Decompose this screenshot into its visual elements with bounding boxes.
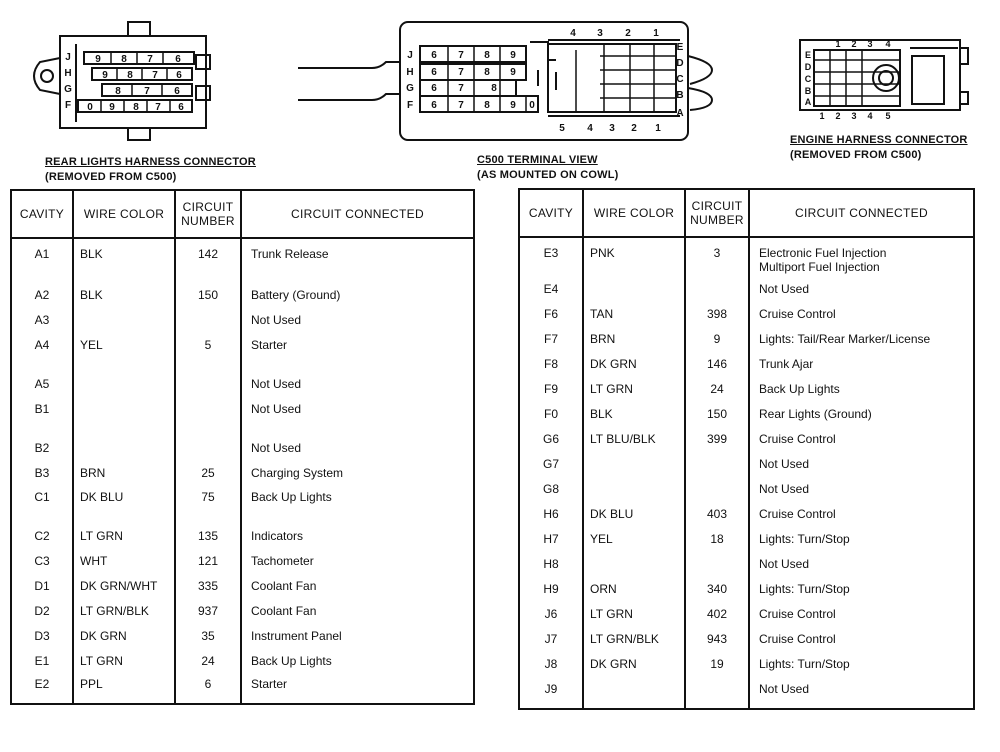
table-row [11, 677, 474, 704]
circuit-connected-cell: Coolant Fan [251, 579, 317, 593]
table-row [11, 579, 474, 604]
circuit-connected-cell: Back Up Lights [251, 654, 332, 668]
cavity-cell: F8 [519, 357, 583, 382]
c500-top-numbers [570, 28, 659, 39]
wire-color-cell: YEL [583, 532, 685, 557]
svg-text:J: J [65, 52, 71, 63]
wire-color-cell [583, 557, 685, 582]
table-row [11, 629, 474, 654]
cavity-cell: J6 [519, 607, 583, 632]
table-header-row [11, 190, 474, 238]
svg-text:A: A [804, 97, 812, 107]
circuit-connected-header: CIRCUIT CONNECTED [749, 189, 974, 237]
cavity-header: CAVITY [11, 190, 73, 238]
svg-text:6: 6 [431, 83, 437, 94]
wire-color-cell: LT GRN [73, 654, 175, 677]
circuit-connected-cell [749, 246, 974, 282]
svg-text:7: 7 [147, 54, 153, 65]
wire-color-cell [583, 457, 685, 482]
table-row [519, 682, 974, 709]
table-row [519, 532, 974, 557]
svg-text:F: F [406, 100, 414, 111]
circuit-number-cell: 19 [685, 657, 749, 682]
table-row [11, 441, 474, 466]
svg-text:6: 6 [431, 50, 437, 61]
svg-text:4: 4 [587, 123, 593, 134]
wire-color-cell [583, 682, 685, 709]
wire-color-cell: DK BLU [583, 507, 685, 532]
svg-text:7: 7 [458, 83, 464, 94]
svg-text:B: B [804, 86, 812, 96]
spacer-cell [583, 237, 685, 246]
circuit-connected-cell: Lights: Turn/Stop [759, 657, 850, 671]
svg-text:3: 3 [867, 39, 873, 49]
table-spacer-row [11, 238, 474, 247]
circuit-number-header: CIRCUIT NUMBER [175, 190, 241, 238]
table-row [11, 402, 474, 441]
circuit-number-cell: 937 [175, 604, 241, 629]
svg-text:G: G [64, 84, 72, 95]
c500-terminal-drawing [298, 22, 712, 140]
circuit-number-cell [175, 377, 241, 402]
circuit-number-cell: 24 [685, 382, 749, 407]
circuit-connected-line: Electronic Fuel Injection [759, 246, 887, 260]
cavity-cell: D3 [11, 629, 73, 654]
circuit-connected-cell: Battery (Ground) [251, 288, 341, 302]
circuit-connected-header: CIRCUIT CONNECTED [241, 190, 474, 238]
circuit-connected-cell: Lights: Tail/Rear Marker/License [759, 332, 931, 346]
table-row [519, 432, 974, 457]
c500-title: C500 TERMINAL VIEW [477, 154, 598, 166]
table-row [519, 482, 974, 507]
wire-color-cell: LT BLU/BLK [583, 432, 685, 457]
circuit-number-cell [175, 402, 241, 441]
spacer-cell [685, 237, 749, 246]
circuit-number-cell: 398 [685, 307, 749, 332]
circuit-connected-cell: Cruise Control [759, 307, 836, 321]
svg-text:2: 2 [835, 111, 841, 121]
circuit-number-cell: 6 [175, 677, 241, 704]
svg-text:0: 0 [529, 100, 535, 111]
svg-text:3: 3 [851, 111, 857, 121]
svg-text:2: 2 [625, 28, 631, 39]
svg-text:E: E [804, 50, 812, 60]
cavity-cell: F9 [519, 382, 583, 407]
cavity-cell: D2 [11, 604, 73, 629]
circuit-number-cell: 24 [175, 654, 241, 677]
circuit-number-cell: 943 [685, 632, 749, 657]
wire-color-cell: PNK [583, 246, 685, 282]
circuit-connected-cell: Instrument Panel [251, 629, 342, 643]
engine-connector-caption [790, 133, 968, 163]
circuit-connected-cell: Coolant Fan [251, 604, 317, 618]
cavity-cell: G8 [519, 482, 583, 507]
rear-connector-drawing [34, 22, 210, 140]
circuit-connected-cell: Trunk Release [251, 247, 329, 261]
circuit-connected-cell: Not Used [251, 402, 302, 416]
wire-color-cell [583, 482, 685, 507]
wire-color-header: WIRE COLOR [583, 189, 685, 237]
wire-color-cell: LT GRN/BLK [73, 604, 175, 629]
table-spacer-row [519, 237, 974, 246]
engine-connector-letters [805, 50, 812, 107]
svg-text:9: 9 [510, 100, 516, 111]
spacer-cell [11, 238, 73, 247]
svg-text:6: 6 [174, 86, 180, 97]
circuit-number-cell: 121 [175, 554, 241, 579]
svg-text:6: 6 [431, 67, 437, 78]
table-row [519, 407, 974, 432]
circuit-connected-cell: Starter [251, 338, 288, 352]
circuit-number-cell: 3 [685, 246, 749, 282]
svg-text:4: 4 [570, 28, 576, 39]
svg-text:1: 1 [835, 39, 841, 49]
wire-color-header: WIRE COLOR [73, 190, 175, 238]
table-row [519, 607, 974, 632]
cavity-cell: B1 [11, 402, 73, 441]
cavity-cell: E1 [11, 654, 73, 677]
circuit-number-cell [175, 441, 241, 466]
svg-text:7: 7 [144, 86, 150, 97]
circuit-number-cell [685, 282, 749, 307]
circuit-connected-cell: Lights: Turn/Stop [759, 532, 850, 546]
cavity-cell: E3 [519, 246, 583, 282]
wire-color-cell: LT GRN [73, 529, 175, 554]
wire-color-cell: YEL [73, 338, 175, 377]
rear-connector-subtitle: (REMOVED FROM C500) [45, 171, 177, 183]
svg-text:E: E [676, 42, 684, 53]
cavity-cell: A2 [11, 288, 73, 313]
engine-bottom-numbers [819, 111, 890, 121]
cavity-cell: D1 [11, 579, 73, 604]
table-row [519, 332, 974, 357]
spacer-cell [749, 237, 974, 246]
c500-right-letters [676, 42, 683, 119]
wire-color-cell: PPL [73, 677, 175, 704]
engine-harness-wiring-table [518, 188, 975, 710]
circuit-connected-cell: Rear Lights (Ground) [759, 407, 872, 421]
table-row [11, 247, 474, 288]
table-row [11, 466, 474, 490]
svg-text:A: A [676, 108, 684, 119]
wire-color-cell: DK GRN [583, 357, 685, 382]
svg-text:7: 7 [155, 102, 161, 113]
rear-connector-title: REAR LIGHTS HARNESS CONNECTOR [45, 156, 256, 168]
cavity-cell: E4 [519, 282, 583, 307]
c500-bottom-numbers [559, 123, 661, 134]
svg-text:4: 4 [867, 111, 873, 121]
circuit-number-cell [685, 482, 749, 507]
circuit-connected-cell: Not Used [759, 557, 810, 571]
svg-text:3: 3 [597, 28, 603, 39]
wire-color-cell: TAN [583, 307, 685, 332]
circuit-number-cell: 150 [175, 288, 241, 313]
table-row [519, 282, 974, 307]
cavity-cell: H9 [519, 582, 583, 607]
svg-text:6: 6 [175, 54, 181, 65]
cavity-cell: A1 [11, 247, 73, 288]
cavity-cell: B2 [11, 441, 73, 466]
circuit-number-cell: 399 [685, 432, 749, 457]
circuit-connected-cell: Back Up Lights [251, 490, 332, 504]
cavity-cell: J8 [519, 657, 583, 682]
svg-text:9: 9 [109, 102, 115, 113]
svg-text:8: 8 [121, 54, 127, 65]
svg-text:2: 2 [851, 39, 857, 49]
svg-text:7: 7 [458, 100, 464, 111]
circuit-number-cell: 135 [175, 529, 241, 554]
table-row [11, 604, 474, 629]
c500-caption [477, 153, 618, 183]
cavity-cell: A5 [11, 377, 73, 402]
table-row [519, 507, 974, 532]
circuit-number-cell [175, 313, 241, 338]
table-row [519, 657, 974, 682]
table-row [519, 557, 974, 582]
svg-text:8: 8 [127, 70, 133, 81]
cavity-cell: C3 [11, 554, 73, 579]
wire-color-cell: LT GRN [583, 607, 685, 632]
svg-text:7: 7 [458, 50, 464, 61]
spacer-cell [241, 238, 474, 247]
cavity-header: CAVITY [519, 189, 583, 237]
svg-text:H: H [406, 67, 414, 78]
table-row [11, 490, 474, 529]
circuit-connected-cell: Lights: Turn/Stop [759, 582, 850, 596]
table-row [519, 457, 974, 482]
svg-text:C: C [804, 74, 812, 84]
table-row [519, 382, 974, 407]
circuit-number-cell [685, 682, 749, 709]
rear-lights-wiring-table [10, 189, 475, 705]
table-row [519, 246, 974, 282]
svg-text:8: 8 [484, 50, 490, 61]
svg-text:8: 8 [491, 83, 497, 94]
table-row [11, 554, 474, 579]
svg-text:2: 2 [631, 123, 637, 134]
svg-text:6: 6 [178, 102, 184, 113]
wire-color-cell: DK GRN/WHT [73, 579, 175, 604]
wire-color-cell [73, 377, 175, 402]
rear-connector-letters [64, 52, 72, 111]
svg-text:F: F [64, 100, 72, 111]
svg-text:9: 9 [95, 54, 101, 65]
wire-color-cell: BRN [583, 332, 685, 357]
svg-text:6: 6 [176, 70, 182, 81]
cavity-cell: C1 [11, 490, 73, 529]
cavity-cell: H6 [519, 507, 583, 532]
wire-color-cell: WHT [73, 554, 175, 579]
cavity-cell: J9 [519, 682, 583, 709]
circuit-connected-cell: Charging System [251, 466, 344, 480]
circuit-connected-cell: Not Used [759, 682, 810, 696]
circuit-number-cell: 75 [175, 490, 241, 529]
circuit-connected-line: Multiport Fuel Injection [759, 260, 880, 274]
engine-connector-subtitle: (REMOVED FROM C500) [790, 149, 922, 161]
circuit-number-header: CIRCUIT NUMBER [685, 189, 749, 237]
spacer-cell [73, 238, 175, 247]
circuit-number-cell: 142 [175, 247, 241, 288]
cavity-cell: A3 [11, 313, 73, 338]
table-row [11, 338, 474, 377]
svg-text:5: 5 [559, 123, 565, 134]
spacer-cell [175, 238, 241, 247]
engine-harness-table-body [519, 237, 974, 709]
circuit-number-cell: 18 [685, 532, 749, 557]
circuit-connected-cell: Not Used [251, 313, 302, 327]
svg-text:1: 1 [655, 123, 661, 134]
svg-text:B: B [676, 90, 684, 101]
cavity-cell: F0 [519, 407, 583, 432]
engine-connector-drawing [800, 40, 968, 110]
table-row [519, 357, 974, 382]
svg-text:D: D [804, 62, 812, 72]
circuit-connected-cell: Cruise Control [759, 607, 836, 621]
circuit-connected-cell: Not Used [759, 457, 810, 471]
circuit-number-cell [685, 557, 749, 582]
svg-text:C: C [676, 74, 684, 85]
table-row [519, 632, 974, 657]
wire-color-cell: BLK [583, 407, 685, 432]
cavity-cell: J7 [519, 632, 583, 657]
svg-text:0: 0 [87, 102, 93, 113]
rear-connector-caption [45, 155, 256, 185]
svg-text:8: 8 [133, 102, 139, 113]
svg-text:1: 1 [653, 28, 659, 39]
table-row [11, 529, 474, 554]
rear-lights-table-body [11, 238, 474, 704]
circuit-connected-cell: Cruise Control [759, 632, 836, 646]
wire-color-cell: BLK [73, 247, 175, 288]
cavity-cell: E2 [11, 677, 73, 704]
circuit-connected-cell: Indicators [251, 529, 304, 543]
circuit-number-cell: 146 [685, 357, 749, 382]
circuit-connected-cell: Back Up Lights [759, 382, 840, 396]
svg-text:9: 9 [510, 50, 516, 61]
wire-color-cell: DK BLU [73, 490, 175, 529]
wire-color-cell: BRN [73, 466, 175, 490]
svg-text:4: 4 [885, 39, 891, 49]
svg-text:3: 3 [609, 123, 615, 134]
wire-color-cell [73, 441, 175, 466]
circuit-connected-cell: Not Used [251, 377, 302, 391]
circuit-connected-cell: Tachometer [251, 554, 314, 568]
cavity-cell: H8 [519, 557, 583, 582]
wire-color-cell [73, 402, 175, 441]
table-row [519, 582, 974, 607]
circuit-connected-cell: Trunk Ajar [759, 357, 814, 371]
circuit-number-cell: 9 [685, 332, 749, 357]
svg-text:8: 8 [115, 86, 121, 97]
cavity-cell: F6 [519, 307, 583, 332]
svg-text:9: 9 [102, 70, 108, 81]
svg-text:6: 6 [431, 100, 437, 111]
circuit-number-cell: 5 [175, 338, 241, 377]
circuit-number-cell: 35 [175, 629, 241, 654]
c500-left-letters [406, 50, 414, 111]
wire-color-cell: LT GRN/BLK [583, 632, 685, 657]
circuit-number-cell: 403 [685, 507, 749, 532]
circuit-number-cell: 402 [685, 607, 749, 632]
cavity-cell: H7 [519, 532, 583, 557]
svg-text:5: 5 [885, 111, 891, 121]
cavity-cell: C2 [11, 529, 73, 554]
svg-text:8: 8 [484, 67, 490, 78]
circuit-number-cell: 335 [175, 579, 241, 604]
wire-color-cell [583, 282, 685, 307]
wire-color-cell: DK GRN [583, 657, 685, 682]
circuit-connected-cell: Not Used [759, 282, 810, 296]
table-row [11, 313, 474, 338]
circuit-connected-cell: Starter [251, 677, 288, 691]
c500-subtitle: (AS MOUNTED ON COWL) [477, 169, 619, 181]
circuit-connected-cell: Not Used [759, 482, 810, 496]
circuit-number-cell: 25 [175, 466, 241, 490]
cavity-cell: B3 [11, 466, 73, 490]
wire-color-cell: DK GRN [73, 629, 175, 654]
wire-color-cell [73, 313, 175, 338]
engine-connector-title: ENGINE HARNESS CONNECTOR [790, 134, 968, 146]
table-row [11, 654, 474, 677]
cavity-cell: G7 [519, 457, 583, 482]
circuit-number-cell [685, 457, 749, 482]
svg-text:7: 7 [458, 67, 464, 78]
svg-text:G: G [406, 83, 414, 94]
spacer-cell [519, 237, 583, 246]
table-row [11, 377, 474, 402]
wire-color-cell: ORN [583, 582, 685, 607]
svg-text:7: 7 [152, 70, 158, 81]
svg-text:9: 9 [510, 67, 516, 78]
table-row [519, 307, 974, 332]
circuit-number-cell: 340 [685, 582, 749, 607]
table-header-row [519, 189, 974, 237]
svg-text:1: 1 [819, 111, 825, 121]
wire-color-cell: LT GRN [583, 382, 685, 407]
svg-text:8: 8 [484, 100, 490, 111]
cavity-cell: G6 [519, 432, 583, 457]
circuit-connected-cell: Cruise Control [759, 432, 836, 446]
circuit-connected-cell: Cruise Control [759, 507, 836, 521]
cavity-cell: A4 [11, 338, 73, 377]
wire-color-cell: BLK [73, 288, 175, 313]
svg-text:D: D [676, 58, 684, 69]
table-row [11, 288, 474, 313]
svg-text:H: H [64, 68, 72, 79]
circuit-number-cell: 150 [685, 407, 749, 432]
cavity-cell: F7 [519, 332, 583, 357]
circuit-connected-cell: Not Used [251, 441, 302, 455]
svg-text:J: J [407, 50, 413, 61]
